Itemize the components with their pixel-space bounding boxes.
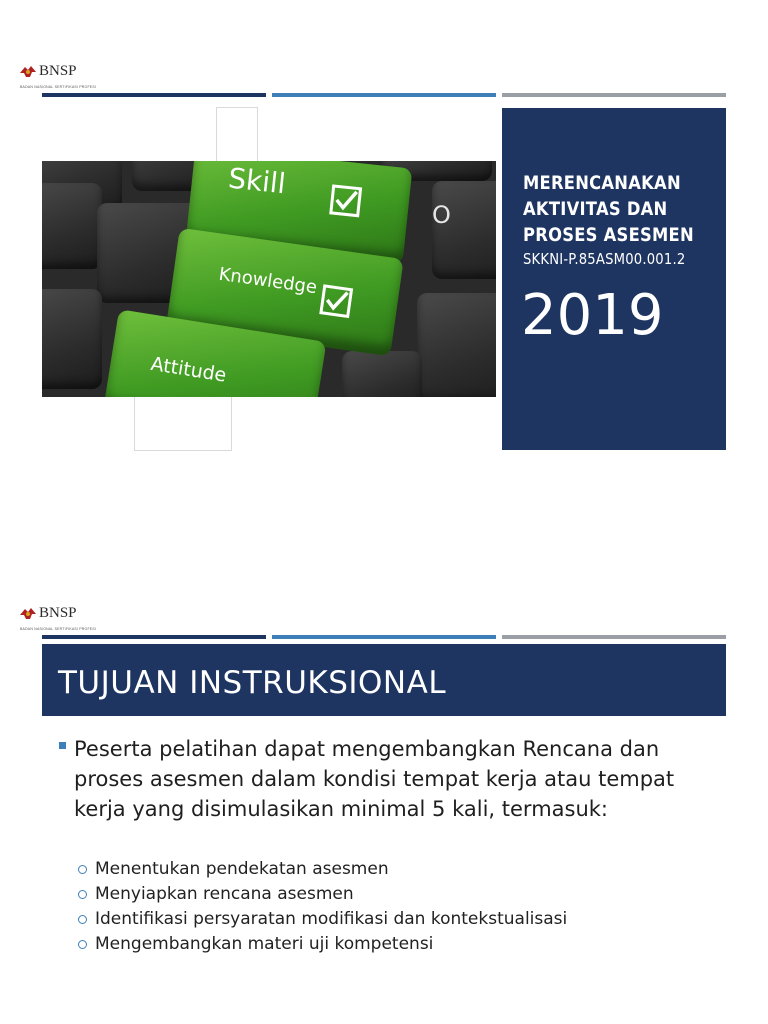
presentation-title: MERENCANAKAN AKTIVITAS DAN PROSES ASESMEN (523, 172, 694, 246)
garuda-icon (18, 606, 38, 622)
list-item-label: Menentukan pendekatan asesmen (95, 859, 389, 879)
attitude-key-label: Attitude (149, 352, 228, 387)
circle-bullet-icon (78, 940, 87, 949)
logo-subtitle: BADAN NASIONAL SERTIFIKASI PROFESI (20, 85, 97, 89)
list-item (78, 882, 718, 907)
keyboard-key (42, 289, 102, 389)
main-bullet-text: Peserta pelatihan dapat mengembangkan Rencana dan proses asesmen dalam kondisi tempat kerja atau tempat kerja yang disimulasikan minimal 5 kali, termasuk: (74, 737, 675, 821)
list-item (78, 857, 718, 882)
list-item (78, 907, 718, 932)
skkni-code: SKKNI-P.85ASM00.001.2 (523, 250, 686, 268)
decorative-frame-top (216, 107, 258, 164)
divider-bar-blue (272, 635, 496, 639)
title-panel (502, 108, 726, 450)
bnsp-logo (18, 606, 77, 622)
keyboard-image (42, 161, 496, 397)
keyboard-key (342, 351, 422, 397)
list-item (78, 932, 718, 957)
logo-subtitle: BADAN NASIONAL SERTIFIKASI PROFESI (20, 627, 97, 631)
bullet-square-icon (59, 742, 66, 749)
circle-bullet-icon (78, 890, 87, 899)
divider-bar-navy (42, 635, 266, 639)
slide-header (42, 644, 726, 716)
year: 2019 (521, 283, 664, 348)
skill-key-label: Skill (226, 161, 288, 201)
o-key-label: O (432, 201, 451, 229)
list-item-label: Identifikasi persyaratan modifikasi dan kontekstualisasi (95, 909, 568, 929)
list-item-label: Menyiapkan rencana asesmen (95, 884, 354, 904)
divider-bar-gray (502, 93, 726, 97)
divider-bar-navy (42, 93, 266, 97)
garuda-icon (18, 64, 38, 80)
sub-bullet-list (78, 857, 718, 957)
keyboard-key (417, 293, 496, 397)
keyboard-key (432, 181, 496, 279)
logo-text: BNSP (39, 605, 77, 621)
slide-title: TUJUAN INSTRUKSIONAL (58, 665, 447, 701)
knowledge-key-label: Knowledge (217, 263, 319, 299)
bnsp-logo (18, 64, 77, 80)
circle-bullet-icon (78, 915, 87, 924)
divider-bar-gray (502, 635, 726, 639)
knowledge-checkbox-icon (319, 284, 353, 318)
circle-bullet-icon (78, 865, 87, 874)
divider-bar-blue (272, 93, 496, 97)
skill-checkbox-icon (329, 184, 362, 217)
keyboard-key (42, 183, 102, 269)
logo-text: BNSP (39, 63, 77, 79)
decorative-frame-bottom (134, 396, 232, 451)
list-item-label: Mengembangkan materi uji kompetensi (95, 934, 434, 954)
